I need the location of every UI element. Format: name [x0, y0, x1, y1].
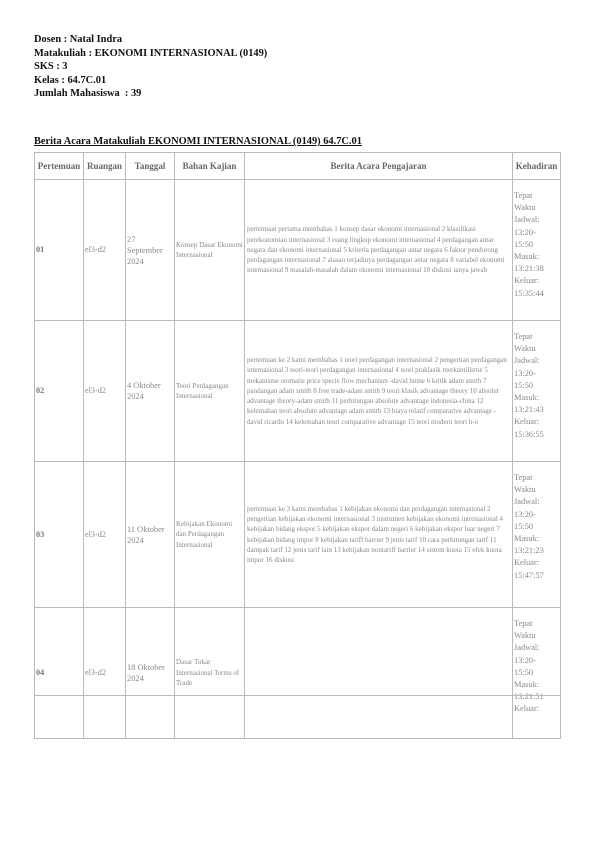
berita-acara-cell: pertemuan ke 3 kami membahas 1 kebijakan ekonomi dan perdagangan internasional 2 pengertian kebijakan ekonomi internasional 3 instrumen kebijakan ekonomi internasional 4 kebijakan bidang ekspor 5 kebijakan ekspor dalam negeri 6 kebijakan ekspor luar negeri 7 kebijakan bidang impor 8 kebijakan tariff barrier 9 jenis tarif 10 cara perhitungan tarif 11 dampak tarif 12 jenis tarif lain 13 kebijakan nontariff barrier 14 sistem kuota 15 efek kuota impor 16 diskusi: [245, 462, 513, 608]
dosen-line: Dosen : Natal Indra: [34, 34, 123, 45]
kehadiran-line: 15:50: [514, 239, 534, 249]
kehadiran-line: Masuk:: [514, 252, 540, 262]
kehadiran-line: 13:20-: [514, 509, 536, 519]
bahan-kajian-cell: Konsep Dasar Ekonomi Internasional: [175, 180, 245, 321]
kehadiran-line: Jadwal:: [514, 497, 540, 507]
kehadiran-line: Keluar:: [514, 276, 540, 286]
kehadiran-line: Tepat: [514, 619, 533, 628]
kehadiran-line: Waktu: [514, 485, 536, 495]
kelas-line: Kelas : 64.7C.01: [34, 74, 107, 86]
matakuliah-line: Matakuliah : EKONOMI INTERNASIONAL (0149): [34, 47, 268, 59]
kehadiran-line: Masuk:: [514, 680, 540, 690]
berita-acara-table: [34, 152, 561, 739]
column-header-berita-acara: Berita Acara Pengajaran: [245, 153, 513, 180]
ruangan-cell: el3-d2: [84, 321, 126, 462]
bahan-kajian-cell: Teori Perdagangan Internasional: [175, 321, 245, 462]
kehadiran-line: 13:21:43: [514, 405, 544, 415]
table-row: [35, 180, 561, 321]
tanggal-cell: 27 September 2024: [126, 180, 175, 321]
table-bottom-border: [34, 695, 560, 696]
kehadiran-line: Keluar:: [514, 704, 540, 714]
kehadiran-line: 13:20-: [514, 655, 536, 665]
berita-acara-cell: pertemuan ke 2 kami membahas 1 teori perdagangan internasional 2 pengertian perdagangan internasional 3 teori-teori perdagangan internasional 4 teori praklasik merkantilisme 5 mekanisme otomatis price specie flow mechanism -david hume 6 kritik adam smith 7 pandangan adam smith 8 free trade-adam smith 9 teori klasik advantage theory 10 absolut advantage theory-adam smith 11 perhitungan absolute advantage indonesia-china 12 kelemahan teori absolute advantage adam smith 13 biaya relatif comparative advantage -david ricardo 14 kelemahan teori comparative advantage 15 teori modern teori h-o: [245, 321, 513, 462]
jumlah-mahasiswa-line: Jumlah Mahasiswa : 39: [34, 88, 142, 100]
kehadiran-line: 13:20-: [514, 227, 536, 237]
kehadiran-line: 13:21:23: [514, 546, 544, 556]
kehadiran-line: Jadwal:: [514, 643, 540, 653]
table-row: [35, 321, 561, 462]
header-info: [34, 33, 267, 101]
kehadiran-line: 13:20-: [514, 368, 536, 378]
kehadiran-cell: [513, 608, 561, 739]
tanggal-cell: 18 Oktober 2024: [126, 608, 175, 739]
column-header-ruangan: Ruangan: [84, 153, 126, 180]
kehadiran-cell: [513, 462, 561, 608]
kehadiran-line: 15:35:44: [514, 288, 544, 298]
tanggal-cell: 11 Oktober 2024: [126, 462, 175, 608]
kehadiran-line: Masuk:: [514, 534, 540, 544]
kehadiran-line: 15:36:55: [514, 429, 544, 439]
pertemuan-cell: 01: [35, 180, 84, 321]
kehadiran-line: Waktu: [514, 631, 536, 641]
kehadiran-line: Keluar:: [514, 558, 540, 568]
column-header-kehadiran: Kehadiran: [513, 153, 561, 180]
table-row: [35, 462, 561, 608]
column-header-pertemuan: Pertemuan: [35, 153, 84, 180]
kehadiran-line: 13:21:51: [514, 692, 544, 702]
kehadiran-line: 15:50: [514, 667, 534, 677]
column-header-bahan-kajian: Bahan Kajian: [175, 153, 245, 180]
table-caption: Berita Acara Matakuliah EKONOMI INTERNASIONAL (0149) 64.7C.01: [34, 136, 362, 147]
kehadiran-line: 15:50: [514, 380, 534, 390]
kehadiran-line: Masuk:: [514, 393, 540, 403]
ruangan-cell: el3-d2: [84, 608, 126, 739]
ruangan-cell: el3-d2: [84, 462, 126, 608]
pertemuan-cell: 03: [35, 462, 84, 608]
kehadiran-line: Waktu: [514, 203, 536, 213]
kehadiran-line: 15:47:57: [514, 570, 544, 580]
kehadiran-line: Waktu: [514, 344, 536, 354]
pertemuan-cell: 04: [35, 608, 84, 739]
sks-line: SKS : 3: [34, 61, 68, 73]
kehadiran-line: Jadwal:: [514, 356, 540, 366]
kehadiran-line: Keluar:: [514, 417, 540, 427]
table-row: [35, 608, 561, 739]
berita-acara-cell: [245, 608, 513, 739]
kehadiran-line: 15:50: [514, 521, 534, 531]
ruangan-cell: el3-d2: [84, 180, 126, 321]
kehadiran-line: Tepat: [514, 332, 533, 341]
bahan-kajian-cell: Dasar Tukar Internasional Terms of Trade: [175, 608, 245, 739]
column-header-tanggal: Tanggal: [126, 153, 175, 180]
bahan-kajian-cell: Kebijakan Ekonomi dan Perdagangan Internasional: [175, 462, 245, 608]
kehadiran-cell: [513, 180, 561, 321]
kehadiran-cell: [513, 321, 561, 462]
kehadiran-line: 13:21:38: [514, 264, 544, 274]
table-header-row: [35, 153, 561, 180]
kehadiran-line: Tepat: [514, 473, 533, 482]
tanggal-cell: 4 Oktober 2024: [126, 321, 175, 462]
kehadiran-line: Jadwal:: [514, 215, 540, 225]
kehadiran-line: Tepat: [514, 191, 533, 200]
pertemuan-cell: 02: [35, 321, 84, 462]
berita-acara-cell: pertemuan pertama membahas 1 konsep dasar ekonomi internasional 2 klasifikasi perekonomian internasional 3 ruang lingkup ekonomi internasional 4 perdagangan antar negara dan ekonomi internasional 5 kriteria perdagangan antar negara 6 faktor pendorong perdagangan internasional 7 alasan terjadinya perdagangan antar negara 8 variabel ekonomi internasional 9 masalah-masalah dalam ekonomi internasional 10 diskusi tanya jawab: [245, 180, 513, 321]
